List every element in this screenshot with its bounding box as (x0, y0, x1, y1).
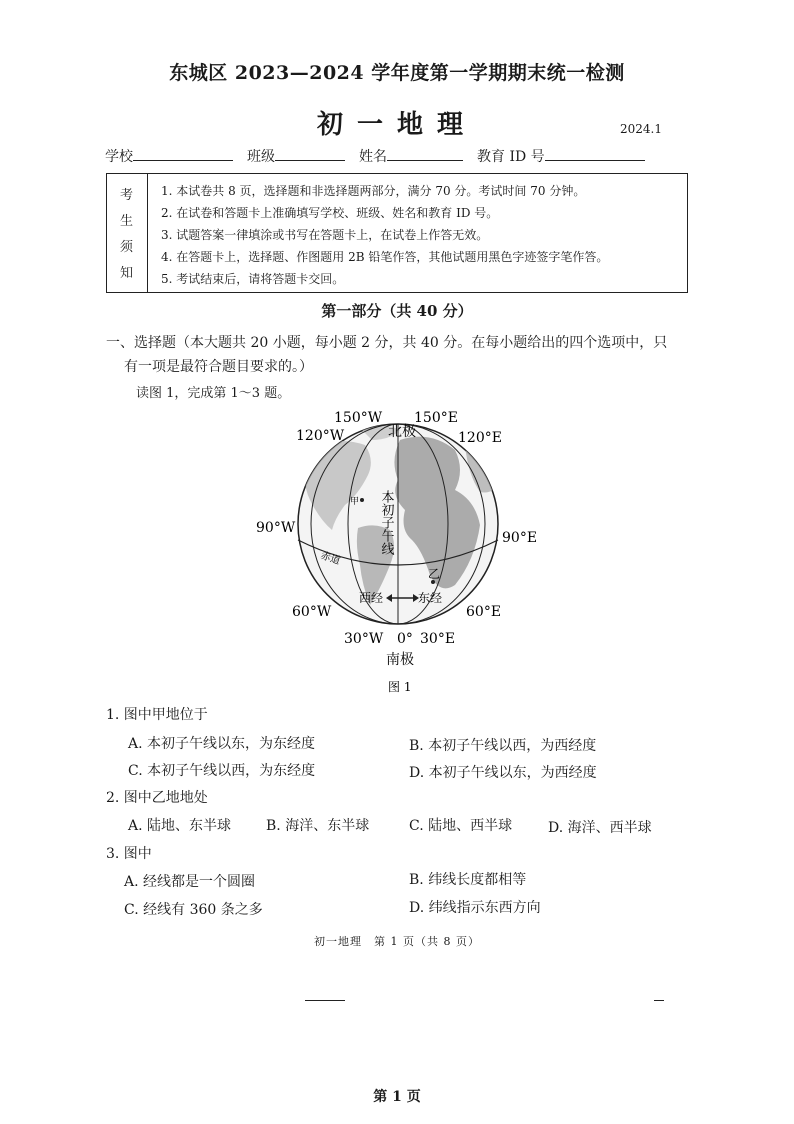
option-c[interactable]: C. 经线有 360 条之多 (124, 902, 263, 918)
label-30e: 30°E (420, 631, 456, 647)
name-blank[interactable] (387, 146, 463, 161)
section-instruction: 一、选择题（本大题共 20 小题，每小题 2 分，共 40 分。在每小题给出的四个选项中，只 (106, 335, 668, 351)
option-a[interactable]: A. 陆地、东半球 (128, 818, 232, 834)
label-120w: 120°W (296, 428, 345, 444)
question-stem: 3. 图中 (106, 846, 152, 862)
school-blank[interactable] (133, 146, 233, 161)
part-heading: 第一部分（共 40 分） (321, 302, 473, 320)
label-yi: 乙 (428, 567, 441, 581)
student-info-line (105, 146, 705, 166)
notice-side-label (107, 174, 148, 292)
exam-notice-box (106, 173, 688, 293)
label-east-longitude: 东经 (418, 591, 443, 605)
option-d[interactable]: D. 海洋、西半球 (548, 820, 652, 836)
label-west-longitude: 西经 (359, 591, 384, 605)
exam-date: 2024.1 (620, 122, 662, 136)
scan-mark (305, 1000, 345, 1001)
figure-caption: 图 1 (388, 680, 412, 694)
page-footer: 初一地理 第 1 页（共 8 页） (314, 935, 480, 948)
notice-side-char: 生 (120, 214, 134, 229)
label-prime-meridian: 本初子午线 (378, 490, 394, 555)
notice-item: 3. 试题答案一律填涂或书写在答题卡上，在试卷上作答无效。 (161, 228, 489, 242)
class-label: 班级 (247, 149, 275, 165)
notice-side-char: 须 (120, 240, 134, 255)
option-b[interactable]: B. 本初子午线以西，为西经度 (409, 738, 597, 754)
place-jia-marker (360, 498, 364, 502)
label-jia: 甲 (350, 497, 360, 507)
option-c[interactable]: C. 本初子午线以西，为东经度 (128, 763, 316, 779)
label-60e: 60°E (466, 604, 502, 620)
edu-id-blank[interactable] (545, 146, 645, 161)
name-label: 姓名 (359, 149, 387, 165)
label-equator: 赤道 (319, 550, 342, 568)
notice-item: 4. 在答题卡上，选择题、作图题用 2B 铅笔作答，其他试题用黑色字迹签字笔作答。 (161, 250, 609, 264)
edu-id-label: 教育 ID 号 (477, 149, 545, 165)
exam-title: 东城区 2023—2024 学年度第一学期期末统一检测 (169, 62, 625, 84)
class-blank[interactable] (275, 146, 345, 161)
globe-figure (240, 400, 560, 700)
label-120e: 120°E (458, 430, 502, 446)
label-150e: 150°E (414, 410, 458, 426)
option-c[interactable]: C. 陆地、西半球 (409, 818, 513, 834)
label-south-pole: 南极 (386, 652, 414, 668)
option-d[interactable]: D. 纬线指示东西方向 (409, 900, 541, 916)
notice-item: 2. 在试卷和答题卡上准确填写学校、班级、姓名和教育 ID 号。 (161, 206, 499, 220)
school-label: 学校 (105, 149, 133, 165)
label-north-pole: 北极 (388, 424, 416, 440)
figure-intro: 读图 1，完成第 1～3 题。 (136, 386, 291, 401)
option-b[interactable]: B. 海洋、东半球 (266, 818, 370, 834)
label-60w: 60°W (292, 604, 332, 620)
option-a[interactable]: A. 经线都是一个圆圈 (124, 874, 256, 890)
question-stem: 2. 图中乙地地处 (106, 790, 208, 806)
label-150w: 150°W (334, 410, 383, 426)
label-0: 0° (397, 631, 413, 647)
label-90e: 90°E (502, 530, 538, 546)
page-label: 第 1 页 (373, 1089, 421, 1105)
label-30w: 30°W (344, 631, 384, 647)
section-instruction-cont: 有一项是最符合题目要求的。） (124, 359, 313, 375)
notice-side-char: 知 (120, 266, 134, 281)
label-90w: 90°W (256, 520, 296, 536)
notice-item: 5. 考试结束后，请将答题卡交回。 (161, 272, 345, 286)
option-b[interactable]: B. 纬线长度都相等 (409, 872, 527, 888)
option-a[interactable]: A. 本初子午线以东，为东经度 (128, 736, 316, 752)
option-d[interactable]: D. 本初子午线以东，为西经度 (409, 765, 597, 781)
notice-item: 1. 本试卷共 8 页，选择题和非选择题两部分，满分 70 分。考试时间 70 分钟。 (161, 184, 586, 198)
notice-side-char: 考 (120, 188, 134, 203)
subject-title: 初一地理 (316, 110, 477, 140)
scan-mark (654, 1000, 664, 1001)
question-stem: 1. 图中甲地位于 (106, 707, 208, 723)
